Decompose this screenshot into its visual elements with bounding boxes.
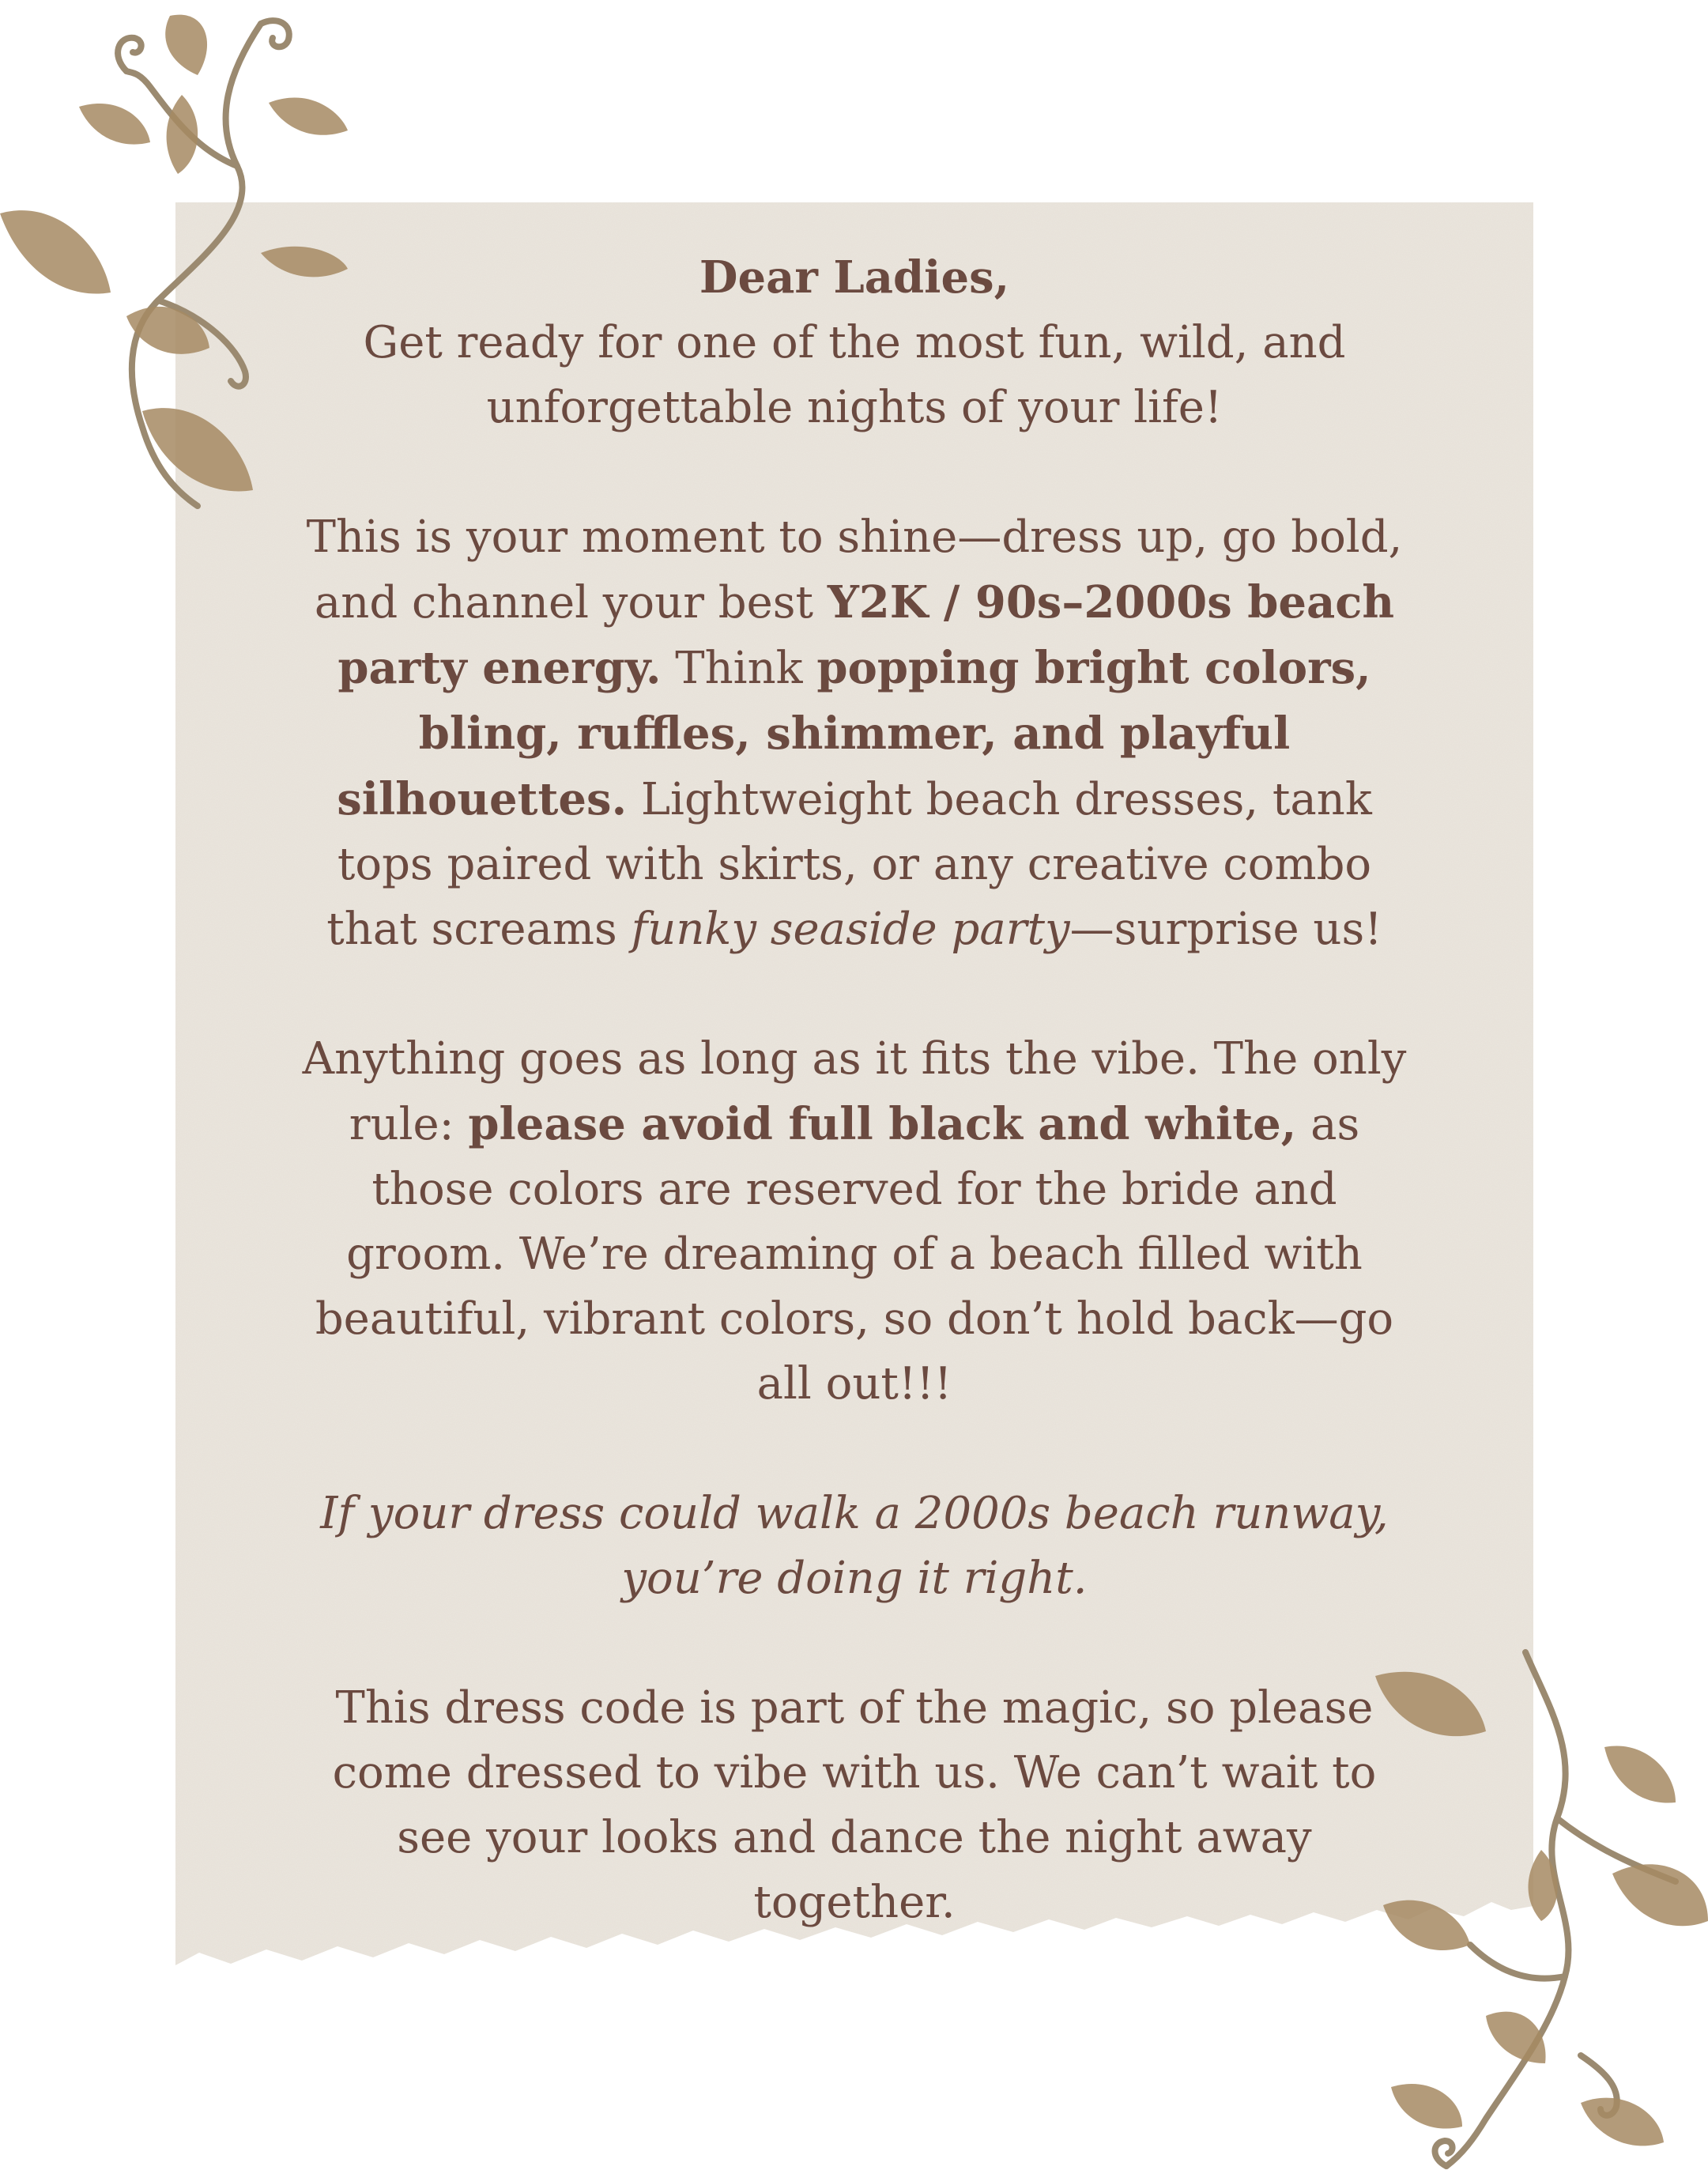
paper-sheet: [175, 202, 1533, 1973]
greeting: Dear Ladies,: [699, 251, 1010, 304]
dress-code-paragraph: [294, 505, 1415, 962]
runway-quote: [294, 1481, 1415, 1611]
letter-body: [294, 245, 1415, 1935]
style-highlight: popping bright colors, bling, ruffles, shimmer, and playful silhouettes.: [337, 642, 1371, 825]
intro-text: Get ready for one of the most fun, wild, and unforgettable nights of your life!: [363, 317, 1346, 433]
rules-text-2: as those colors are reserved for the bride and groom. We’re dreaming of a beach filled with beautiful, vibrant colors, so don’t hold back—go all out!!!: [315, 1099, 1394, 1410]
rule-highlight: please avoid full black and white,: [468, 1098, 1297, 1150]
dress-code-text-3: Lightweight beach dresses, tank tops paired with skirts, or any creative combo that screams: [326, 774, 1372, 955]
vine-top-left-icon: [0, 0, 348, 522]
rules-paragraph: [294, 1027, 1415, 1417]
dress-code-text-1: This is your moment to shine—dress up, go bold, and channel your best: [306, 511, 1403, 628]
dress-code-text-2: Think: [661, 643, 817, 694]
rules-text-1: Anything goes as long as it fits the vibe. The only rule:: [302, 1033, 1407, 1150]
vine-bottom-right-icon: [1344, 1644, 1708, 2174]
quote-line-2: you’re doing it right.: [621, 1553, 1088, 1604]
theme-highlight: Y2K / 90s–2000s beach party energy.: [337, 576, 1395, 694]
closing-paragraph: This dress code is part of the magic, so please come dressed to vibe with us. We can’t wait to see your looks and dance the night away together.: [332, 1682, 1377, 1928]
quote-line-1: If your dress could walk a 2000s beach runway,: [320, 1488, 1389, 1539]
seaside-italic: funky seaside party: [631, 904, 1070, 955]
greeting-paragraph: [294, 245, 1415, 440]
dress-code-text-4: —surprise us!: [1069, 904, 1382, 955]
